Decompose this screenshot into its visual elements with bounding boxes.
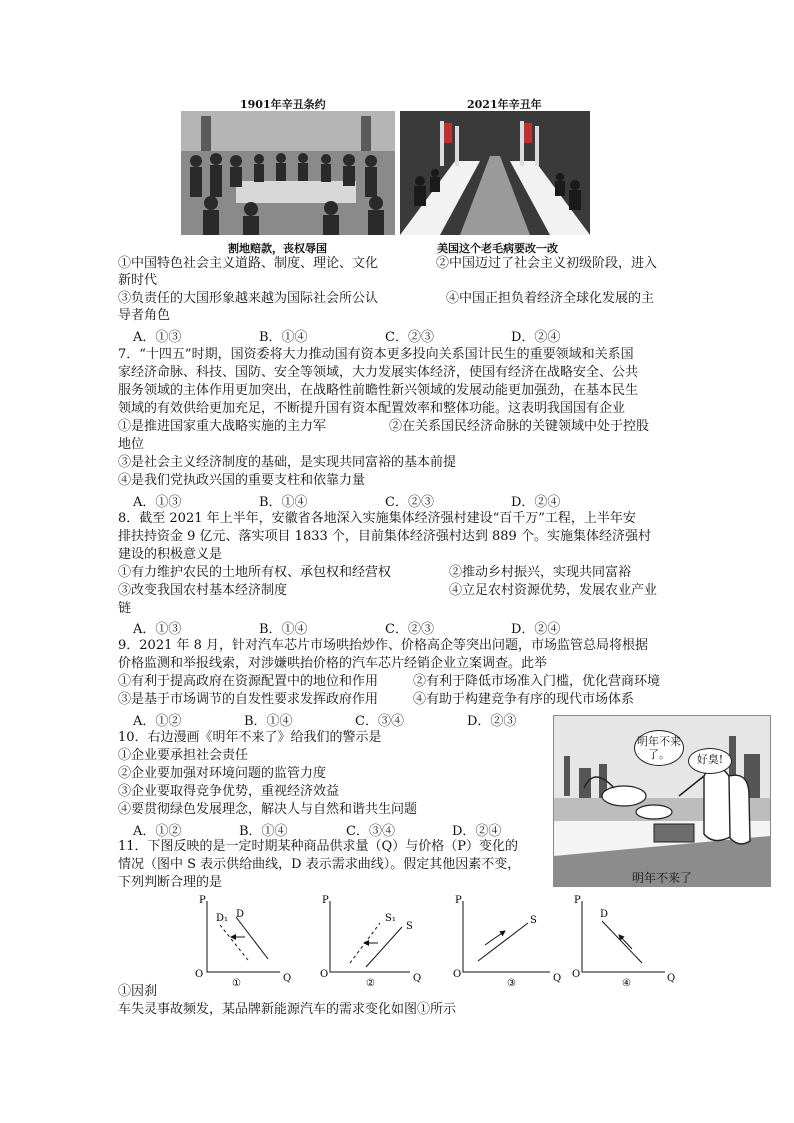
graph-1-d1-label: D₁	[216, 913, 229, 924]
q7-stem-line-1: 7．“十四五”时期，国资委将大力推动国有资本更多投向关系国计民生的重要领域和关系国	[118, 347, 634, 362]
q7-stem-line-4: 领域的有效供给更加充足，不断提升国有资本配置效率和整体功能。这表明我国国有企业	[118, 401, 626, 416]
graph-2-s1-label: S₁	[385, 913, 396, 924]
graph-3-q-label: Q	[553, 973, 562, 984]
graph-4	[572, 895, 675, 988]
q7-stem-line-2: 家经济命脉、科技、国防、安全等领域，大力发展实体经济，使国有经济在战略安全、公共	[118, 365, 639, 380]
q6-statement-4-cont: 导者角色	[118, 308, 171, 323]
cartoon-caption: 明年不来了	[632, 871, 693, 885]
q10-option-c[interactable]: C．③④	[346, 824, 395, 839]
q7-statement-2-cont: 地位	[118, 437, 145, 452]
graph-4-q-label: Q	[667, 973, 676, 984]
graph-3-number: ③	[507, 978, 516, 988]
talks-2021-photo	[400, 111, 590, 235]
q7-statement-3: ③是社会主义经济制度的基础，是实现共同富裕的基本前提	[118, 455, 457, 470]
graph-2-number: ②	[366, 978, 375, 988]
q8-statement-3: ③改变我国农村基本经济制度	[118, 583, 288, 598]
q6-statement-2: ②中国迈过了社会主义初级阶段，进入	[436, 256, 658, 271]
q8-option-a[interactable]: A．①③	[133, 622, 182, 637]
q9-statement-1: ①有利于提高政府在资源配置中的地位和作用	[118, 674, 379, 689]
q10-stem: 10．右边漫画《明年不来了》给我们的警示是	[118, 730, 382, 745]
treaty-1901-photo	[181, 111, 395, 235]
q7-option-d[interactable]: D．②④	[511, 495, 561, 510]
q8-stem-line-2: 排扶持资金 9 亿元、落实项目 1833 个，目前集体经济强村达到 889 个。实施集体经济强村	[118, 529, 651, 544]
right-photo-title: 2021年辛丑年	[467, 98, 542, 111]
q11-stem-line-3: 下列判断合理的是	[118, 875, 223, 890]
graph-1-d1-curve	[220, 925, 248, 960]
q11-stem-line-2: 情况（图中 S 表示供给曲线，D 表示需求曲线）。假定其他因素不变，	[118, 857, 521, 872]
graph-3-s-curve	[478, 923, 528, 961]
speech-bubble-1: 明年不来了。	[634, 730, 684, 766]
q9-option-a[interactable]: A．①②	[133, 714, 182, 729]
graph-1-d-curve	[236, 917, 268, 959]
supply-demand-graphs	[180, 893, 680, 988]
q9-option-c[interactable]: C．③④	[355, 714, 404, 729]
q9-statement-4: ④有助于构建竞争有序的现代市场体系	[413, 692, 635, 707]
graph-4-o-label: O	[572, 969, 581, 980]
q8-statement-4-cont: 链	[118, 601, 132, 616]
q7-option-c[interactable]: C．②③	[385, 495, 434, 510]
q10-statement-1: ①企业要承担社会责任	[118, 748, 249, 763]
q10-statement-2: ②企业要加强对环境问题的监管力度	[118, 766, 327, 781]
cartoon-panel	[553, 715, 771, 887]
q8-stem-line-1: 8．截至 2021 年上半年，安徽省各地深入实施集体经济强村建设“百千万”工程，上半年安	[118, 511, 636, 526]
q9-option-d[interactable]: D．②③	[467, 714, 517, 729]
q9-statement-3: ③是基于市场调节的自发性要求发挥政府作用	[118, 692, 379, 707]
q10-option-d[interactable]: D．②④	[452, 824, 502, 839]
q10-statement-3: ③企业要取得竞争优势，重视经济效益	[118, 784, 340, 799]
graph-3-p-label: P	[455, 895, 462, 906]
graph-4-d-curve	[602, 921, 642, 963]
graph-2-s-curve	[366, 927, 402, 967]
q11-tail-1: ①因刹	[118, 984, 158, 999]
q9-statement-2: ②有利于降低市场准入门槛，优化营商环境	[413, 674, 661, 689]
q6-option-a[interactable]: A．①③	[133, 330, 182, 345]
speech-bubble-2: 好臭!	[688, 748, 732, 774]
q8-option-d[interactable]: D．②④	[511, 622, 561, 637]
q10-option-b[interactable]: B．①④	[239, 824, 288, 839]
graph-4-number: ④	[622, 978, 631, 988]
q8-option-c[interactable]: C．②③	[385, 622, 434, 637]
q8-statement-1: ①有力维护农民的土地所有权、承包权和经营权	[118, 565, 392, 580]
graph-1-number: ①	[232, 978, 241, 988]
graph-2-s-label: S	[406, 921, 413, 932]
q6-statement-3: ③负责任的大国形象越来越为国际社会所公认	[118, 291, 379, 306]
q6-statement-2-cont: 新时代	[118, 273, 158, 288]
q8-statement-4: ④立足农村资源优势，发展农业产业	[449, 583, 658, 598]
q6-option-c[interactable]: C．②③	[385, 330, 434, 345]
graph-2-o-label: O	[320, 969, 329, 980]
graph-1	[195, 895, 291, 988]
q6-statement-4: ④中国正担负着经济全球化发展的主	[446, 291, 655, 306]
q10-option-a[interactable]: A．①②	[133, 824, 182, 839]
q9-stem-line-2: 价格监测和举报线索，对涉嫌哄抬价格的汽车芯片经销企业立案调查。此举	[118, 656, 548, 671]
q6-statement-1: ①中国特色社会主义道路、制度、理论、文化	[118, 256, 379, 271]
graph-4-d-label: D	[600, 909, 609, 920]
q8-option-b[interactable]: B．①④	[259, 622, 308, 637]
q9-option-b[interactable]: B．①④	[244, 714, 293, 729]
graph-2-q-label: Q	[413, 973, 422, 984]
q7-statement-4: ④是我们党执政兴国的重要支柱和依靠力量	[118, 473, 366, 488]
q11-stem-line-1: 11．下图反映的是一定时期某种商品供求量（Q）与价格（P）变化的	[118, 839, 518, 854]
q7-stem-line-3: 服务领域的主体作用更加突出，在战略性前瞻性新兴领域的发展动能更加强劲，在基本民生	[118, 383, 639, 398]
q10-statement-4: ④要贯彻绿色发展理念，解决人与自然和谐共生问题	[118, 802, 418, 817]
graph-3-s-label: S	[530, 915, 537, 926]
q7-option-a[interactable]: A．①③	[133, 495, 182, 510]
graph-1-d-label: D	[236, 909, 245, 920]
graph-2	[320, 895, 421, 988]
graph-1-q-label: Q	[283, 973, 292, 984]
q8-statement-2: ②推动乡村振兴，实现共同富裕	[449, 565, 632, 580]
left-photo-title: 1901年辛丑条约	[240, 98, 326, 111]
graph-3-o-label: O	[453, 969, 462, 980]
q8-stem-line-3: 建设的积极意义是	[118, 547, 223, 562]
q11-tail-2: 车失灵事故频发，某品牌新能源汽车的需求变化如图①所示	[118, 1002, 457, 1017]
q7-statement-1: ①是推进国家重大战略实施的主力军	[118, 419, 327, 434]
graph-4-p-label: P	[574, 895, 581, 906]
q9-stem-line-1: 9．2021 年 8 月，针对汽车芯片市场哄抬炒作、价格高企等突出问题，市场监管总局将根据	[118, 638, 649, 653]
q7-option-b[interactable]: B．①④	[259, 495, 308, 510]
graph-1-o-label: O	[195, 969, 204, 980]
graph-4-move-arrow	[619, 935, 632, 949]
q7-statement-2: ②在关系国民经济命脉的关键领域中处于控股	[389, 419, 650, 434]
right-photo-caption: 美国这个老毛病要改一改	[437, 242, 558, 255]
graph-1-p-label: P	[199, 895, 206, 906]
q6-option-b[interactable]: B．①④	[259, 330, 308, 345]
graph-3	[453, 895, 561, 988]
graph-2-p-label: P	[322, 895, 329, 906]
left-photo-caption: 割地赔款，丧权辱国	[228, 242, 327, 255]
q6-option-d[interactable]: D．②④	[511, 330, 561, 345]
